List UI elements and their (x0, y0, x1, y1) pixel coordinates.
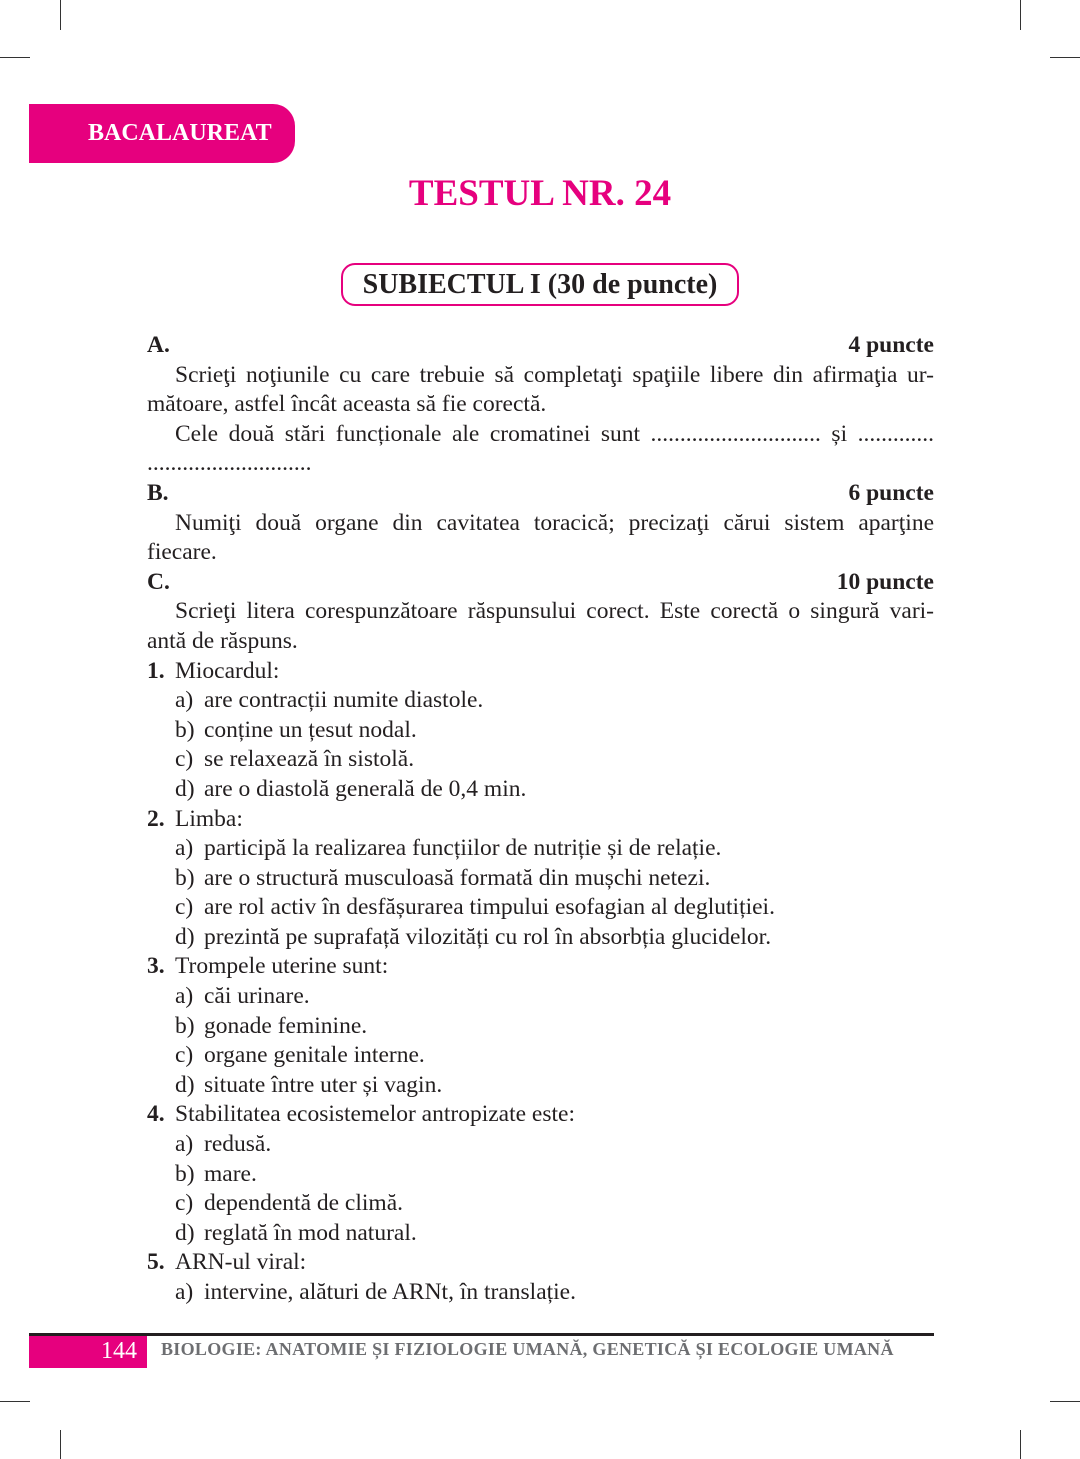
question-number: 5. (147, 1249, 165, 1276)
option-text: redusă. (204, 1131, 272, 1158)
answer-option (147, 1041, 934, 1071)
option-text: are o structură musculoasă formată din mușchi netezi. (204, 864, 711, 891)
option-letter: d) (175, 923, 195, 950)
text-line: antă de răspuns. (147, 627, 298, 654)
answer-option (147, 775, 934, 805)
answer-option (147, 1130, 934, 1160)
section-points: 4 puncte (848, 332, 934, 358)
question (147, 657, 934, 687)
question-text: Miocardul: (175, 657, 280, 684)
answer-option (147, 1189, 934, 1219)
answer-option (147, 864, 934, 894)
option-letter: c) (175, 894, 194, 921)
option-text: situate între uter și vagin. (204, 1071, 443, 1098)
option-letter: a) (175, 835, 194, 862)
text-line: mătoare, astfel încât aceasta să fie corectă. (147, 391, 547, 418)
crop-mark (1050, 1401, 1080, 1402)
question-text: Trompele uterine sunt: (175, 953, 389, 980)
answer-option (147, 982, 934, 1012)
page-title: TESTUL NR. 24 (408, 173, 672, 214)
option-letter: d) (175, 775, 195, 802)
section-label: C. (147, 568, 170, 595)
section-label: A. (147, 332, 170, 358)
question-text: Limba: (175, 805, 243, 832)
option-text: mare. (204, 1160, 257, 1187)
text-line: fiecare. (147, 539, 217, 566)
subject-heading: SUBIECTUL I (30 de puncte) (341, 263, 739, 306)
option-text: gonade feminine. (204, 1012, 368, 1039)
option-text: conține un țesut nodal. (204, 716, 417, 743)
option-letter: b) (175, 716, 195, 743)
text-line: Scrieţi noţiunile cu care trebuie să completaţi spaţiile libere din afirmaţia ur- (175, 361, 934, 388)
question-text: ARN-ul viral: (175, 1249, 307, 1276)
crop-mark (0, 1401, 30, 1402)
section-c-header (147, 568, 934, 598)
footer-rule (29, 1333, 934, 1336)
section-a-header (147, 331, 934, 361)
option-letter: b) (175, 1012, 195, 1039)
option-letter: b) (175, 864, 195, 891)
section-points: 6 puncte (848, 479, 934, 506)
crop-mark (1020, 1430, 1021, 1459)
answer-option (147, 1160, 934, 1190)
option-text: căi urinare. (204, 983, 310, 1010)
option-text: prezintă pe suprafață vilozități cu rol în absorbția glucidelor. (204, 923, 772, 950)
section-label: B. (147, 479, 169, 506)
section-points: 10 puncte (836, 568, 934, 595)
crop-mark (0, 57, 30, 58)
option-text: dependentă de climă. (204, 1190, 404, 1217)
section-tag: BACALAUREAT (29, 104, 295, 163)
question (147, 805, 934, 835)
answer-option (147, 923, 934, 953)
text-line: ............................ (147, 450, 312, 477)
section-b-header (147, 479, 934, 509)
option-letter: b) (175, 1160, 195, 1187)
text-line: Numiţi două organe din cavitatea toracică; precizaţi cărui sistem aparţine (175, 509, 934, 536)
answer-option (147, 1278, 934, 1308)
option-letter: a) (175, 1131, 194, 1158)
question-number: 3. (147, 953, 165, 980)
crop-mark (1050, 57, 1080, 58)
option-letter: d) (175, 1219, 195, 1246)
option-letter: c) (175, 746, 194, 773)
answer-option (147, 745, 934, 775)
question-number: 4. (147, 1101, 165, 1128)
question-number: 2. (147, 805, 165, 832)
question-list (147, 657, 934, 1308)
question-text: Stabilitatea ecosistemelor antropizate este: (175, 1101, 575, 1128)
question (147, 1248, 934, 1278)
option-text: intervine, alături de ARNt, în translație. (204, 1279, 576, 1305)
text-line: Scrieţi litera corespunzătoare răspunsului corect. Este corectă o singură vari- (175, 598, 934, 625)
option-letter: c) (175, 1042, 194, 1069)
text-line: Cele două stări funcționale ale cromatinei sunt ............................. și ............. (175, 420, 934, 447)
page-number: 144 (29, 1336, 147, 1368)
option-letter: a) (175, 1279, 194, 1305)
option-text: are contracții numite diastole. (204, 687, 484, 714)
test-content (147, 331, 934, 1308)
question (147, 952, 934, 982)
option-text: participă la realizarea funcțiilor de nutriție și de relație. (204, 835, 722, 862)
crop-mark (60, 1430, 61, 1459)
option-text: are o diastolă generală de 0,4 min. (204, 775, 527, 802)
answer-option (147, 1071, 934, 1101)
answer-option (147, 1219, 934, 1249)
answer-option (147, 834, 934, 864)
option-text: organe genitale interne. (204, 1042, 425, 1069)
option-letter: c) (175, 1190, 194, 1217)
crop-mark (1020, 0, 1021, 30)
question (147, 1100, 934, 1130)
answer-option (147, 893, 934, 923)
answer-option (147, 716, 934, 746)
answer-option (147, 686, 934, 716)
option-letter: d) (175, 1071, 195, 1098)
option-letter: a) (175, 983, 194, 1010)
option-letter: a) (175, 687, 194, 714)
option-text: reglată în mod natural. (204, 1219, 417, 1246)
option-text: se relaxează în sistolă. (204, 746, 415, 773)
footer-title: BIOLOGIE: ANATOMIE ȘI FIZIOLOGIE UMANĂ, GENETICĂ ȘI ECOLOGIE UMANĂ (161, 1339, 894, 1359)
answer-option (147, 1012, 934, 1042)
question-number: 1. (147, 657, 165, 684)
option-text: are rol activ în desfășurarea timpului esofagian al deglutiției. (204, 894, 775, 921)
crop-mark (60, 0, 61, 30)
